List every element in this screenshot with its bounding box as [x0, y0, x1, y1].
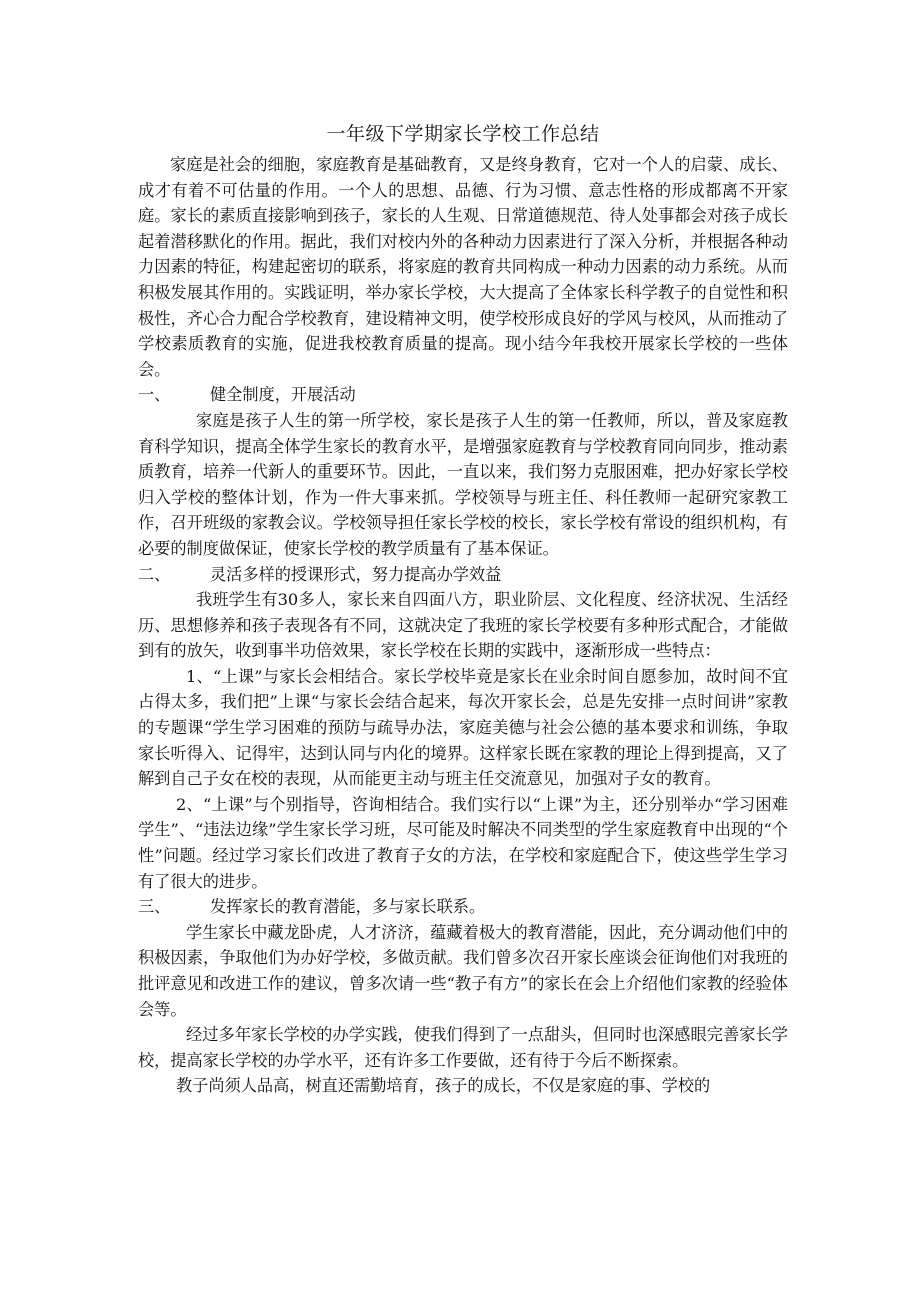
- closing-paragraph-2: 教子尚须人品高，树直还需勤培育，孩子的成长，不仅是家庭的事、学校的: [176, 1076, 711, 1096]
- section-2-title: 灵活多样的授课形式，努力提高办学效益: [210, 564, 502, 584]
- section-2-body: 我班学生有30多人，家长来自四面八方，职业阶层、文化程度、经济状况、生活经历、思想修养和孩子表现各有不同，这就决定了我班的家长学校要有多种形式配合，才能做到有的放矢，收到事半功倍效果，家长学校在长期的实践中，逐渐形成一些特点：: [138, 590, 788, 661]
- section-1-heading: [138, 382, 788, 408]
- section-2-point-1: 1、“上课”与家长会相结合。家长学校毕竟是家长在业余时间自愿参加，故时间不宜占得太多，我们把”上课“与家长会结合起来，每次开家长会，总是先安排一点时间讲”家教的专题课“学生学习困难的预防与疏导办法，家庭美德与社会公德的基本要求和训练，争取家长听得入、记得牢，达到认同与内化的境界。这样家长既在家教的理论上得到提高，又了解到自己子女在校的表现，从而能更主动与班主任交流意见，加强对子女的教育。: [138, 666, 788, 789]
- section-3-title: 发挥家长的教育潜能，多与家长联系。: [210, 897, 486, 917]
- section-1-number: 一、: [138, 385, 171, 405]
- section-2-number: 二、: [138, 564, 171, 584]
- section-2-heading: [138, 562, 788, 588]
- section-1-body: 家庭是孩子人生的第一所学校，家长是孩子人生的第一任教师，所以，普及家庭教育科学知识，提高全体学生家长的教育水平，是增强家庭教育与学校教育同向同步，推动素质教育，培养一代新人的重要环节。因此，一直以来，我们努力克服困难，把办好家长学校归入学校的整体计划，作为一件大事来抓。学校领导与班主任、科任教师一起研究家教工作，召开班级的家教会议。学校领导担任家长学校的校长，家长学校有常设的组织机构，有必要的制度做保证，使家长学校的教学质量有了基本保证。: [138, 410, 788, 558]
- section-3-heading: [138, 894, 788, 920]
- intro-paragraph: 家庭是社会的细胞，家庭教育是基础教育，又是终身教育，它对一个人的启蒙、成长、成才有着不可估量的作用。一个人的思想、品德、行为习惯、意志性格的形成都离不开家庭。家长的素质直接影响到孩子，家长的人生观、日常道德规范、待人处事都会对孩子成长起着潜移默化的作用。据此，我们对校内外的各种动力因素进行了深入分析，并根据各种动力因素的特征，构建起密切的联系，将家庭的教育共同构成一种动力因素的动力系统。从而积极发展其作用的。实践证明，举办家长学校，大大提高了全体家长科学教子的自觉性和积极性，齐心合力配合学校教育，建设精神文明，使学校形成良好的学风与校风，从而推动了学校素质教育的实施，促进我校教育质量的提高。现小结今年我校开展家长学校的一些体会。: [138, 155, 788, 379]
- section-3-number: 三、: [138, 897, 171, 917]
- section-1-title: 健全制度，开展活动: [210, 385, 356, 405]
- document-title: 一年级下学期家长学校工作总结: [326, 123, 600, 145]
- document-page: [138, 118, 788, 1099]
- section-2-point-2: 2、“上课”与个别指导，咨询相结合。我们实行以“上课”为主，还分别举办“学习困难学生”、“违法边缘”学生家长学习班，尽可能及时解决不同类型的学生家庭教育中出现的“个性”问题。经过学习家长们改进了教育子女的方法，在学校和家庭配合下，使这些学生学习有了很大的进步。: [138, 794, 788, 891]
- section-3-body: 学生家长中藏龙卧虎，人才济济，蕴藏着极大的教育潜能，因此，充分调动他们中的积极因素，争取他们为办好学校，多做贡献。我们曾多次召开家长座谈会征询他们对我班的批评意见和改进工作的建议，曾多次请一些“教子有方”的家长在会上介绍他们家教的经验体会等。: [138, 922, 788, 1019]
- closing-paragraph-1: 经过多年家长学校的办学实践，使我们得到了一点甜头，但同时也深感眼完善家长学校，提高家长学校的办学水平，还有许多工作要做，还有待于今后不断探索。: [138, 1025, 788, 1070]
